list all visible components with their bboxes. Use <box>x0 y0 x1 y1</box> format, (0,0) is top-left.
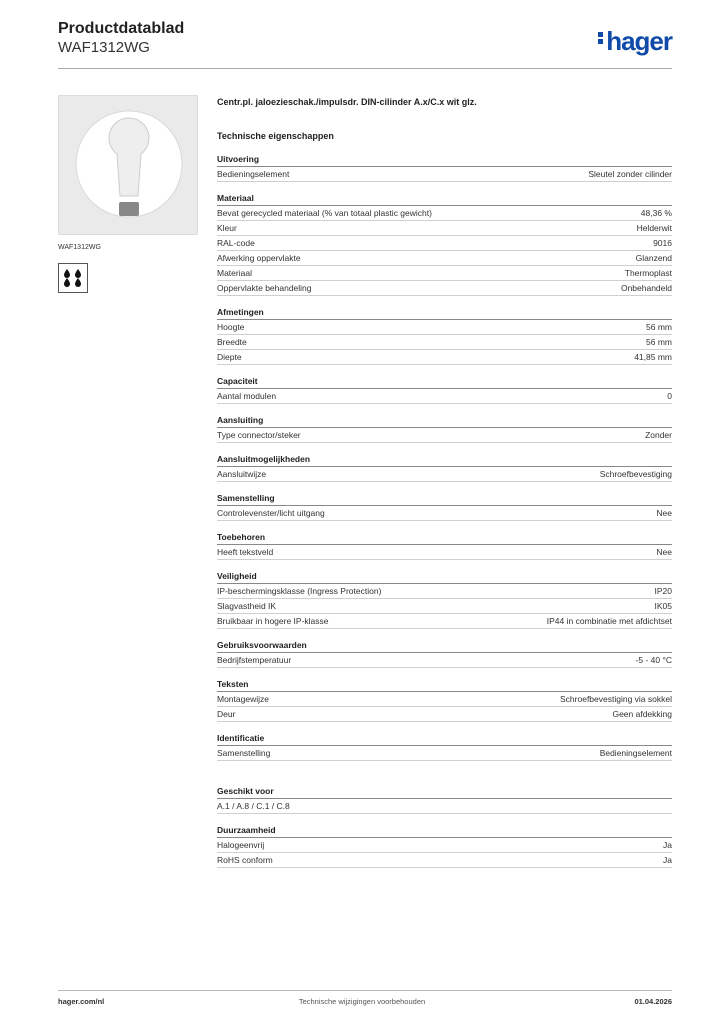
spec-section <box>217 492 672 521</box>
section-title: Samenstelling <box>217 492 672 506</box>
spec-row <box>217 266 672 281</box>
section-title: Afmetingen <box>217 306 672 320</box>
logo-dots-icon <box>598 30 603 46</box>
spec-row <box>217 389 672 404</box>
spec-label: Controlevenster/licht uitgang <box>217 508 325 518</box>
footer-divider <box>58 990 672 991</box>
product-description: Centr.pl. jaloezieschak./impulsdr. DIN-cilinder A.x/C.x wit glz. <box>217 97 477 107</box>
spec-value: 56 mm <box>646 337 672 347</box>
technical-heading: Technische eigenschappen <box>217 131 334 141</box>
spec-row <box>217 467 672 482</box>
footer-website-link[interactable]: hager.com/nl <box>58 997 105 1006</box>
spec-section <box>217 570 672 629</box>
spec-row <box>217 599 672 614</box>
spec-value: Helderwit <box>636 223 672 233</box>
spec-value: -5 - 40 °C <box>635 655 672 665</box>
spec-row <box>217 350 672 365</box>
section-title: Capaciteit <box>217 375 672 389</box>
logo-text: hager <box>606 26 672 56</box>
doc-title: Productdatablad <box>58 20 185 37</box>
spec-table <box>217 95 672 868</box>
spec-label: Hoogte <box>217 322 245 332</box>
spec-section <box>217 306 672 365</box>
spec-section <box>217 414 672 443</box>
spec-section <box>217 732 672 761</box>
spec-label: Diepte <box>217 352 242 362</box>
spec-row <box>217 320 672 335</box>
spec-label: Slagvastheid IK <box>217 601 277 611</box>
spec-section <box>217 153 672 182</box>
spec-label: Kleur <box>217 223 237 233</box>
spec-row <box>217 746 672 761</box>
spec-value: Onbehandeld <box>620 283 672 293</box>
spec-row <box>217 853 672 868</box>
spec-section <box>217 678 672 722</box>
spec-row <box>217 506 672 521</box>
spec-value: Nee <box>656 547 672 557</box>
spec-row <box>217 221 672 236</box>
spec-value: Nee <box>656 508 672 518</box>
spec-label: Afwerking oppervlakte <box>217 253 301 263</box>
spec-label: Halogeenvrij <box>217 840 265 850</box>
spec-label: Samenstelling <box>217 748 271 758</box>
spec-section <box>217 531 672 560</box>
spec-row <box>217 335 672 350</box>
section-title: Aansluitmogelijkheden <box>217 453 672 467</box>
spec-row <box>217 251 672 266</box>
spec-section <box>217 375 672 404</box>
spec-row <box>217 614 672 629</box>
section-title: Gebruiksvoorwaarden <box>217 639 672 653</box>
footer-disclaimer: Technische wijzigingen voorbehouden <box>298 997 426 1006</box>
spec-value: IP44 in combinatie met afdichtset <box>546 616 672 626</box>
spec-row <box>217 692 672 707</box>
spec-row <box>217 584 672 599</box>
spec-value: Glanzend <box>635 253 672 263</box>
section-title: Geschikt voor <box>217 785 672 799</box>
spec-row <box>217 428 672 443</box>
spec-row <box>217 167 672 182</box>
footer-date: 01.04.2026 <box>634 997 672 1006</box>
section-title: Veiligheid <box>217 570 672 584</box>
spec-section <box>217 453 672 482</box>
spec-label: Bruikbaar in hogere IP-klasse <box>217 616 329 626</box>
spec-row <box>217 799 672 814</box>
spec-value: 48,36 % <box>640 208 672 218</box>
photo-caption: WAF1312WG <box>58 244 101 251</box>
spec-value: Geen afdekking <box>612 709 672 719</box>
spec-section <box>217 192 672 296</box>
spec-label: Type connector/steker <box>217 430 301 440</box>
spec-value: 9016 <box>653 238 672 248</box>
spec-label: Aantal modulen <box>217 391 277 401</box>
spec-value: 56 mm <box>646 322 672 332</box>
section-title: Uitvoering <box>217 153 672 167</box>
spec-value: Zonder <box>645 430 672 440</box>
section-title: Identificatie <box>217 732 672 746</box>
spec-label: Bevat gerecycled materiaal (% van totaal plastic gewicht) <box>217 208 432 218</box>
spec-value: Schroefbevestiging via sokkel <box>560 694 672 704</box>
hager-logo <box>598 26 672 57</box>
spec-value: Bedieningselement <box>599 748 672 758</box>
drip-protection-badge <box>58 263 88 293</box>
spec-label: RAL-code <box>217 238 255 248</box>
spec-value: Ja <box>663 855 672 865</box>
spec-value: 41,85 mm <box>634 352 672 362</box>
spec-row <box>217 236 672 251</box>
product-photo <box>58 95 198 235</box>
spec-label: Materiaal <box>217 268 252 278</box>
cover-plate-icon <box>59 96 197 234</box>
section-title: Aansluiting <box>217 414 672 428</box>
spec-value: 0 <box>667 391 672 401</box>
spec-section <box>217 824 672 868</box>
spec-value: Schroefbevestiging <box>599 469 672 479</box>
spec-value: IP20 <box>654 586 672 596</box>
spec-value: Sleutel zonder cilinder <box>588 169 672 179</box>
spec-label: RoHS conform <box>217 855 273 865</box>
spec-sections <box>217 153 672 868</box>
section-title: Materiaal <box>217 192 672 206</box>
spec-label: Aansluitwijze <box>217 469 267 479</box>
spec-label: Deur <box>217 709 236 719</box>
spec-label: Bedieningselement <box>217 169 290 179</box>
spec-section <box>217 785 672 814</box>
water-drops-icon <box>59 264 87 292</box>
spec-label: Montagewijze <box>217 694 269 704</box>
spec-row <box>217 545 672 560</box>
spec-label: A.1 / A.8 / C.1 / C.8 <box>217 801 290 811</box>
header-divider <box>58 68 672 69</box>
spec-row <box>217 281 672 296</box>
spec-label: Oppervlakte behandeling <box>217 283 312 293</box>
spec-row <box>217 206 672 221</box>
spec-row <box>217 653 672 668</box>
section-title: Teksten <box>217 678 672 692</box>
spec-label: Bedrijfstemperatuur <box>217 655 292 665</box>
section-title: Duurzaamheid <box>217 824 672 838</box>
spec-value: IK05 <box>654 601 672 611</box>
spec-label: IP-beschermingsklasse (Ingress Protection) <box>217 586 382 596</box>
spec-label: Heeft tekstveld <box>217 547 274 557</box>
spec-section <box>217 639 672 668</box>
spec-value: Ja <box>663 840 672 850</box>
spec-label: Breedte <box>217 337 247 347</box>
spec-row <box>217 838 672 853</box>
spec-row <box>217 707 672 722</box>
product-code: WAF1312WG <box>58 39 150 56</box>
section-title: Toebehoren <box>217 531 672 545</box>
spec-value: Thermoplast <box>624 268 672 278</box>
